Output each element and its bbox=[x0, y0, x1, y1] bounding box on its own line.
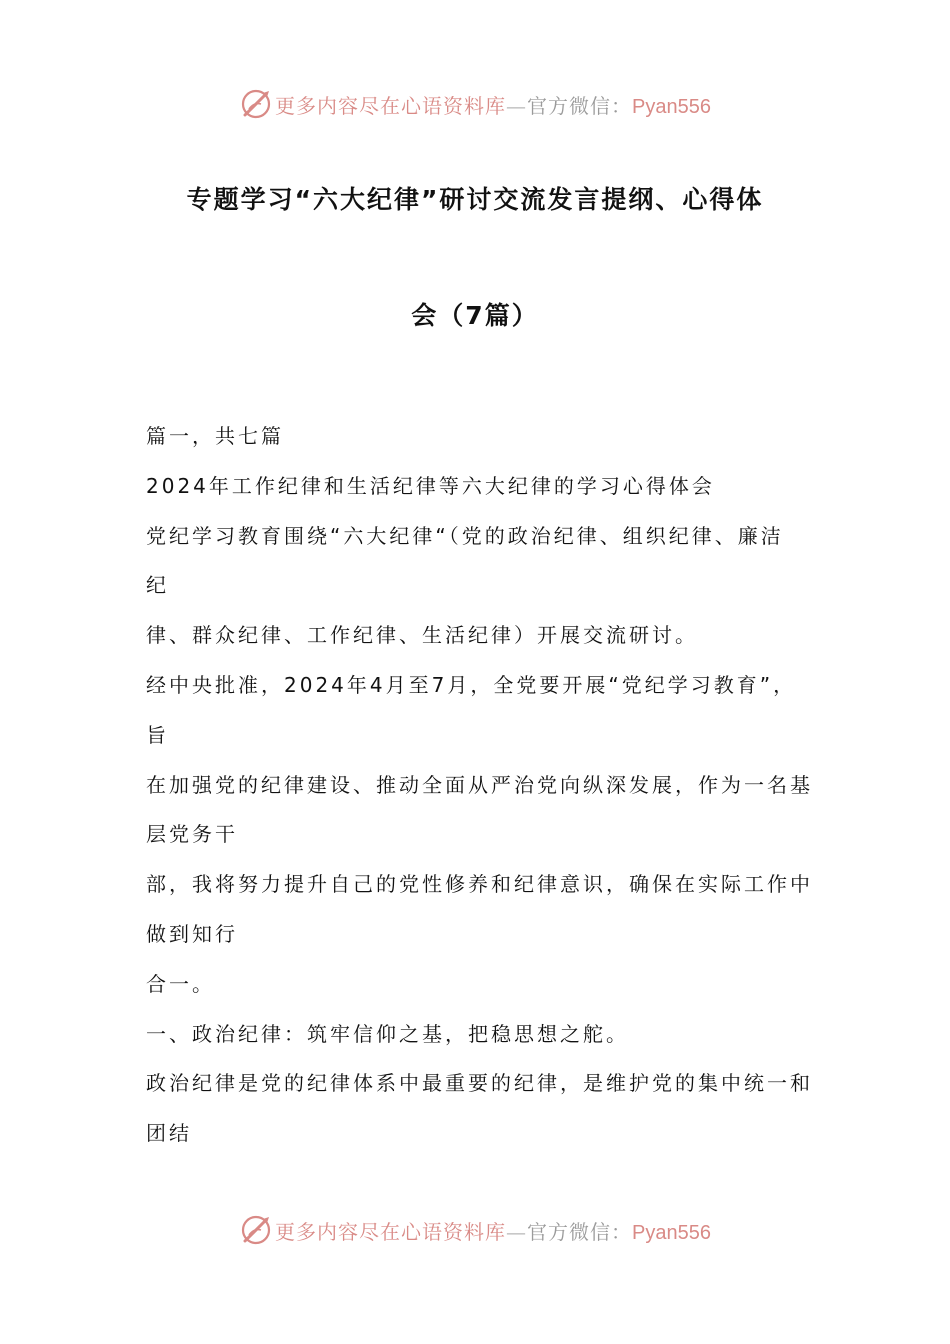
body-line: 党纪学习教育围绕“六大纪律“（党的政治纪律、组织纪律、廉洁 bbox=[146, 523, 784, 548]
body-line: 经中央批准，2024年4月至7月，全党要开展“党纪学习教育”， bbox=[146, 672, 797, 697]
watermark-dash: — bbox=[506, 1219, 528, 1244]
body-line: 团结 bbox=[146, 1121, 192, 1146]
watermark-text bbox=[275, 90, 711, 119]
watermark-account-id: Pyan556 bbox=[632, 1221, 711, 1244]
watermark-account-id: Pyan556 bbox=[632, 95, 711, 118]
body-line: 篇一，共七篇 bbox=[146, 424, 284, 448]
body-line: 一、政治纪律：筑牢信仰之基，把稳思想之舵。 bbox=[146, 1021, 629, 1046]
document-title-line-2: 会（7篇） bbox=[411, 301, 539, 330]
document-body bbox=[146, 418, 816, 1165]
watermark-dash: — bbox=[506, 93, 528, 118]
body-line: 在加强党的纪律建设、推动全面从严治党向纵深发展，作为一名基 bbox=[146, 772, 813, 797]
pen-circle-logo-icon bbox=[239, 1213, 273, 1247]
body-line: 旨 bbox=[146, 722, 169, 747]
body-line: 部，我将努力提升自己的党性修养和纪律意识，确保在实际工作中 bbox=[146, 872, 813, 897]
body-line: 2024年工作纪律和生活纪律等六大纪律的学习心得体会 bbox=[146, 473, 715, 498]
footer-watermark bbox=[0, 1210, 950, 1250]
body-line: 合一。 bbox=[146, 971, 215, 996]
watermark-account-label: 官方微信： bbox=[527, 93, 633, 118]
body-line: 做到知行 bbox=[146, 921, 238, 946]
body-line: 律、群众纪律、工作纪律、生活纪律）开展交流研讨。 bbox=[146, 623, 698, 648]
watermark-brand: 更多内容尽在心语资料库 bbox=[275, 1219, 507, 1244]
body-line: 纪 bbox=[146, 573, 169, 598]
watermark-text bbox=[275, 1216, 711, 1245]
pen-circle-logo-icon bbox=[239, 87, 273, 121]
document-title-line-1: 专题学习“六大纪律”研讨交流发言提纲、心得体 bbox=[186, 185, 764, 214]
header-watermark bbox=[0, 84, 950, 124]
body-line: 政治纪律是党的纪律体系中最重要的纪律，是维护党的集中统一和 bbox=[146, 1071, 813, 1096]
body-line: 层党务干 bbox=[146, 822, 238, 847]
watermark-brand: 更多内容尽在心语资料库 bbox=[275, 93, 507, 118]
watermark-account-label: 官方微信： bbox=[527, 1219, 633, 1244]
